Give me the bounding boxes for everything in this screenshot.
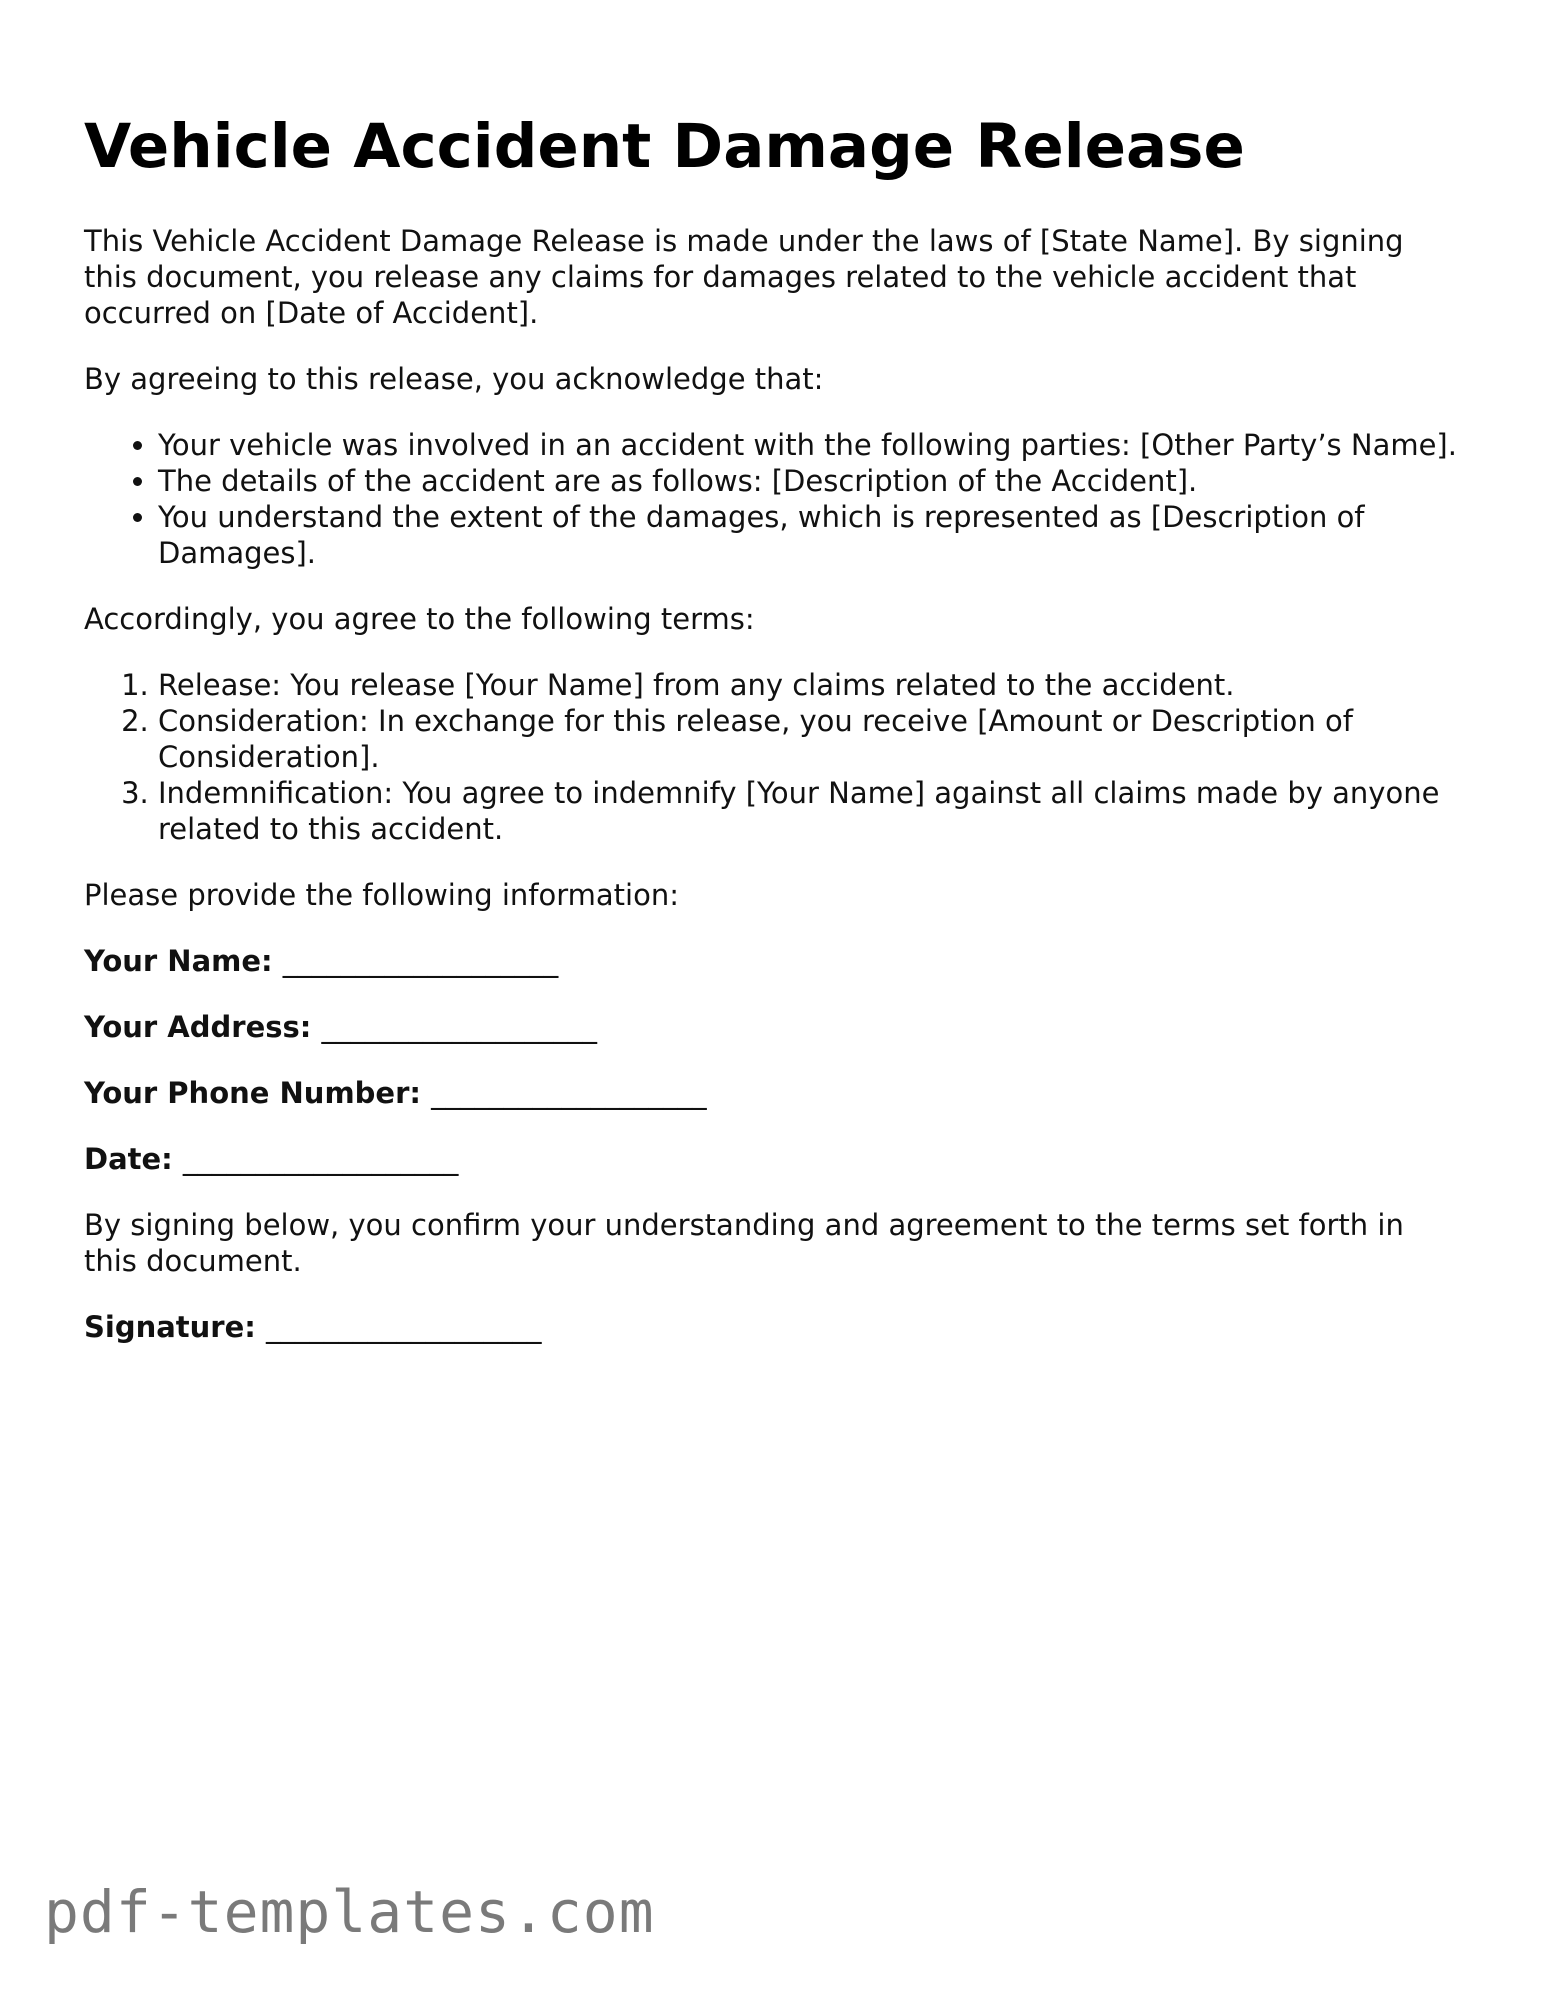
address-field-label: Your Address: [84, 1010, 312, 1045]
term-item: 3. Indemnification: You agree to indemnify [Your Name] against all claims made by anyone related to this accident. [158, 775, 1464, 847]
intro-paragraph: This Vehicle Accident Damage Release is made under the laws of [State Name]. By signing this document, you release any claims for damages related to the vehicle accident that occurred on [Date of Accident]. [84, 224, 1404, 331]
closing-paragraph: By signing below, you confirm your understanding and agreement to the terms set forth in this document. [84, 1208, 1404, 1279]
term-item: 1. Release: You release [Your Name] from any claims related to the accident. [158, 667, 1464, 703]
acknowledgement-item: • Your vehicle was involved in an accident with the following parties: [Other Party’s Name]. [158, 427, 1464, 463]
address-field-blank[interactable]: ___________________ [321, 1010, 597, 1045]
signature-field [84, 1309, 1464, 1345]
name-field [84, 943, 1464, 979]
acknowledgement-item: • You understand the extent of the damages, which is represented as [Description of Damages]. [158, 499, 1464, 571]
phone-field [84, 1075, 1464, 1111]
terms-list [84, 667, 1464, 847]
date-field [84, 1141, 1464, 1177]
acknowledge-lead: By agreeing to this release, you acknowledge that: [84, 362, 824, 397]
signature-field-blank[interactable]: ___________________ [266, 1310, 542, 1345]
document-page [84, 92, 1464, 1375]
phone-field-label: Your Phone Number: [84, 1076, 421, 1111]
terms-lead: Accordingly, you agree to the following terms: [84, 602, 755, 637]
watermark: pdf-templates.com [44, 1878, 655, 1946]
date-field-label: Date: [84, 1142, 173, 1177]
signature-field-label: Signature: [84, 1310, 256, 1345]
acknowledgement-list [84, 427, 1464, 571]
date-field-blank[interactable]: ___________________ [182, 1142, 459, 1177]
document-title: Vehicle Accident Damage Release [84, 111, 1245, 182]
info-lead: Please provide the following information: [84, 878, 679, 913]
phone-field-blank[interactable]: ___________________ [431, 1076, 707, 1111]
address-field [84, 1009, 1464, 1045]
name-field-blank[interactable]: ___________________ [282, 944, 559, 979]
acknowledgement-item: • The details of the accident are as follows: [Description of the Accident]. [158, 463, 1464, 499]
term-item: 2. Consideration: In exchange for this release, you receive [Amount or Description of Consideration]. [158, 703, 1464, 775]
name-field-label: Your Name: [84, 944, 273, 979]
